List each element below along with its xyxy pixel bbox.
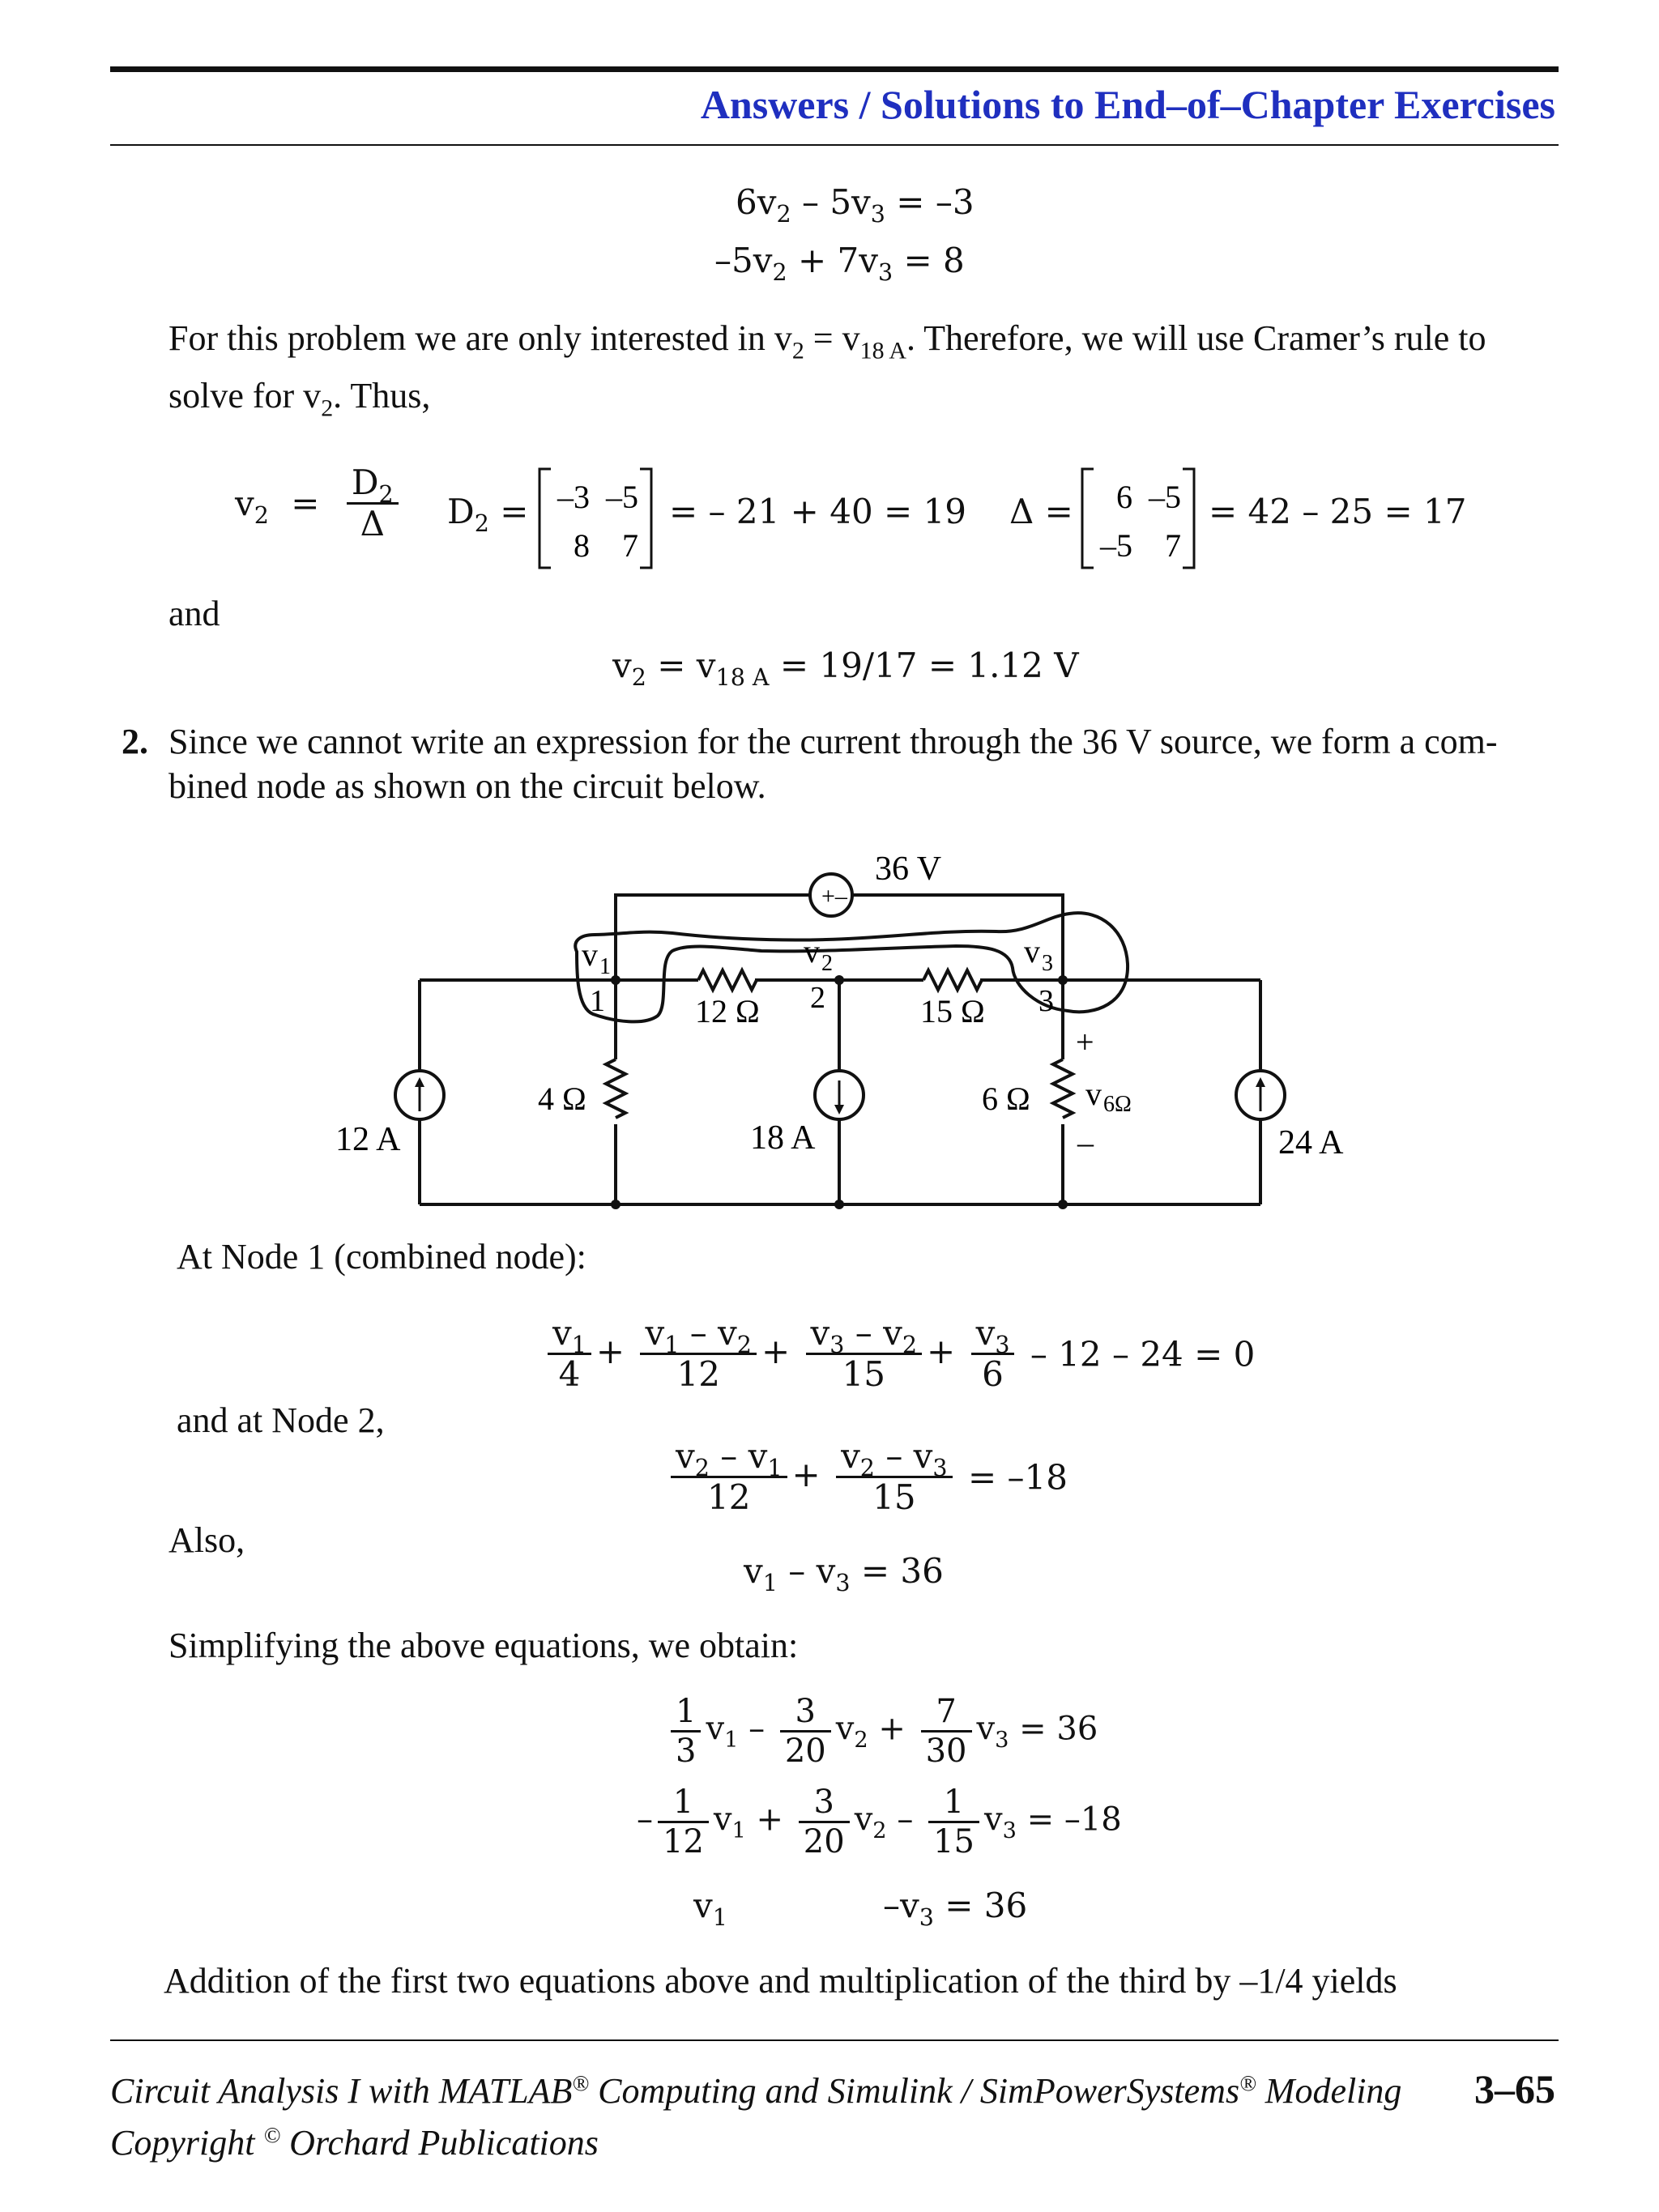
- node1-label: At Node 1 (combined node):: [177, 1237, 586, 1276]
- svg-text:v: v: [1024, 933, 1040, 970]
- also-equation: $v_1 - v_3 = 36$: [744, 1551, 944, 1596]
- equation-line-2: $-5v_2 + 7v_3 = 8$: [714, 241, 965, 286]
- delta-result: = 42 – 25 = 17: [1209, 492, 1467, 531]
- svg-text:18 A: 18 A: [750, 1119, 816, 1157]
- svg-text:1: 1: [599, 954, 611, 979]
- d2-label: $D_2$ =: [447, 492, 529, 537]
- system-row-1: $\frac{1}{3}$ $v_1$ – $\frac{3}{20}$ $v_2$ + $\frac{7}{30}$ $v_3 = 36$: [666, 1693, 1098, 1770]
- problem-number: 2.: [122, 722, 148, 761]
- footer-book-title: Circuit Analysis I with MATLAB® Computing and Simulink / SimPowerSystems® Modeling: [110, 2071, 1402, 2111]
- delta-label: Δ =: [1009, 492, 1073, 531]
- simplify-label: Simplifying the above equations, we obtain:: [168, 1626, 799, 1665]
- svg-text:+: +: [1076, 1024, 1094, 1060]
- svg-text:12 A: 12 A: [335, 1121, 401, 1158]
- svg-text:24 A: 24 A: [1278, 1124, 1344, 1161]
- system-row-2: – $\frac{1}{12}$ $v_1$ + $\frac{3}{20}$ $v_2$ – $\frac{1}{15}$ $v_3 = -18$: [637, 1784, 1122, 1860]
- footer-rule: [110, 2039, 1559, 2041]
- svg-text:–3: –3: [557, 479, 590, 515]
- system-row-3-v1: $v_1$: [693, 1886, 727, 1931]
- paragraph-cramer-intro: For this problem we are only interested in $v_2 = v_{18 A}$. Therefore, we will use Cramer’s rule to: [168, 318, 1486, 364]
- svg-text:7: 7: [622, 527, 638, 564]
- svg-text:1: 1: [590, 984, 605, 1018]
- svg-text:15 Ω: 15 Ω: [920, 993, 985, 1029]
- svg-text:3: 3: [1038, 984, 1054, 1018]
- svg-text:v: v: [804, 933, 820, 970]
- svg-text:–5: –5: [1100, 527, 1132, 564]
- page-number: 3–65: [1474, 2066, 1555, 2112]
- svg-text:8: 8: [574, 527, 590, 564]
- svg-text:36 V: 36 V: [875, 850, 942, 888]
- svg-text:+–: +–: [821, 883, 847, 910]
- node1-equation: $\frac{v_1}{4}$ + $\frac{v_1 - v_2}{12}$ + $\frac{v_3 - v_2}{15}$ + $\frac{v_3}{6}$ – 12 – 24 = 0: [543, 1314, 1255, 1395]
- header-rule: [110, 144, 1559, 146]
- svg-text:v: v: [582, 936, 598, 973]
- system-row-3-v3: $-v_3 = 36$: [883, 1886, 1028, 1931]
- node2-label: and at Node 2,: [177, 1400, 385, 1440]
- and-label: and: [168, 594, 220, 633]
- svg-text:7: 7: [1165, 527, 1181, 564]
- top-rule-thick: [110, 66, 1559, 72]
- circuit-diagram: [0, 834, 1659, 1255]
- svg-text:6 Ω: 6 Ω: [982, 1080, 1030, 1117]
- equation-line-1: $6v_2 - 5v_3 = -3$: [736, 182, 975, 228]
- v2-result: $v_2 = v_{18 A} = 19/17 = 1.12$ V: [612, 646, 1079, 691]
- v2-formula: $v_2$ = $\frac{D_2}{\Delta}$: [235, 463, 403, 544]
- matrix-d2: [535, 466, 656, 571]
- paragraph-cramer-intro-line2: solve for $v_2$. Thus,: [168, 376, 431, 422]
- header-title: Answers / Solutions to End–of–Chapter Exercises: [700, 82, 1555, 127]
- svg-text:–5: –5: [1149, 479, 1181, 515]
- node2-equation: $\frac{v_2 - v_1}{12}$ + $\frac{v_2 - v_3}{15}$ = –18: [666, 1437, 1068, 1518]
- svg-text:–5: –5: [606, 479, 638, 515]
- svg-text:v: v: [1085, 1076, 1102, 1112]
- svg-text:6: 6: [1116, 479, 1132, 515]
- svg-text:–: –: [1077, 1124, 1094, 1161]
- problem-2-line2: bined node as shown on the circuit below.: [168, 766, 766, 806]
- problem-2-line1: Since we cannot write an expression for the current through the 36 V source, we form a com-: [168, 722, 1498, 761]
- svg-text:2: 2: [821, 951, 833, 976]
- svg-text:2: 2: [810, 981, 825, 1015]
- footer-copyright: Copyright © Orchard Publications: [110, 2123, 599, 2163]
- svg-text:12 Ω: 12 Ω: [695, 993, 760, 1029]
- also-label: Also,: [168, 1520, 245, 1560]
- final-sentence: Addition of the first two equations above and multiplication of the third by –1/4 yields: [164, 1961, 1397, 2001]
- d2-result: = – 21 + 40 = 19: [669, 492, 967, 531]
- svg-text:4 Ω: 4 Ω: [538, 1080, 586, 1117]
- matrix-delta: [1077, 466, 1199, 571]
- svg-text:3: 3: [1042, 951, 1053, 976]
- svg-text:6Ω: 6Ω: [1103, 1092, 1132, 1117]
